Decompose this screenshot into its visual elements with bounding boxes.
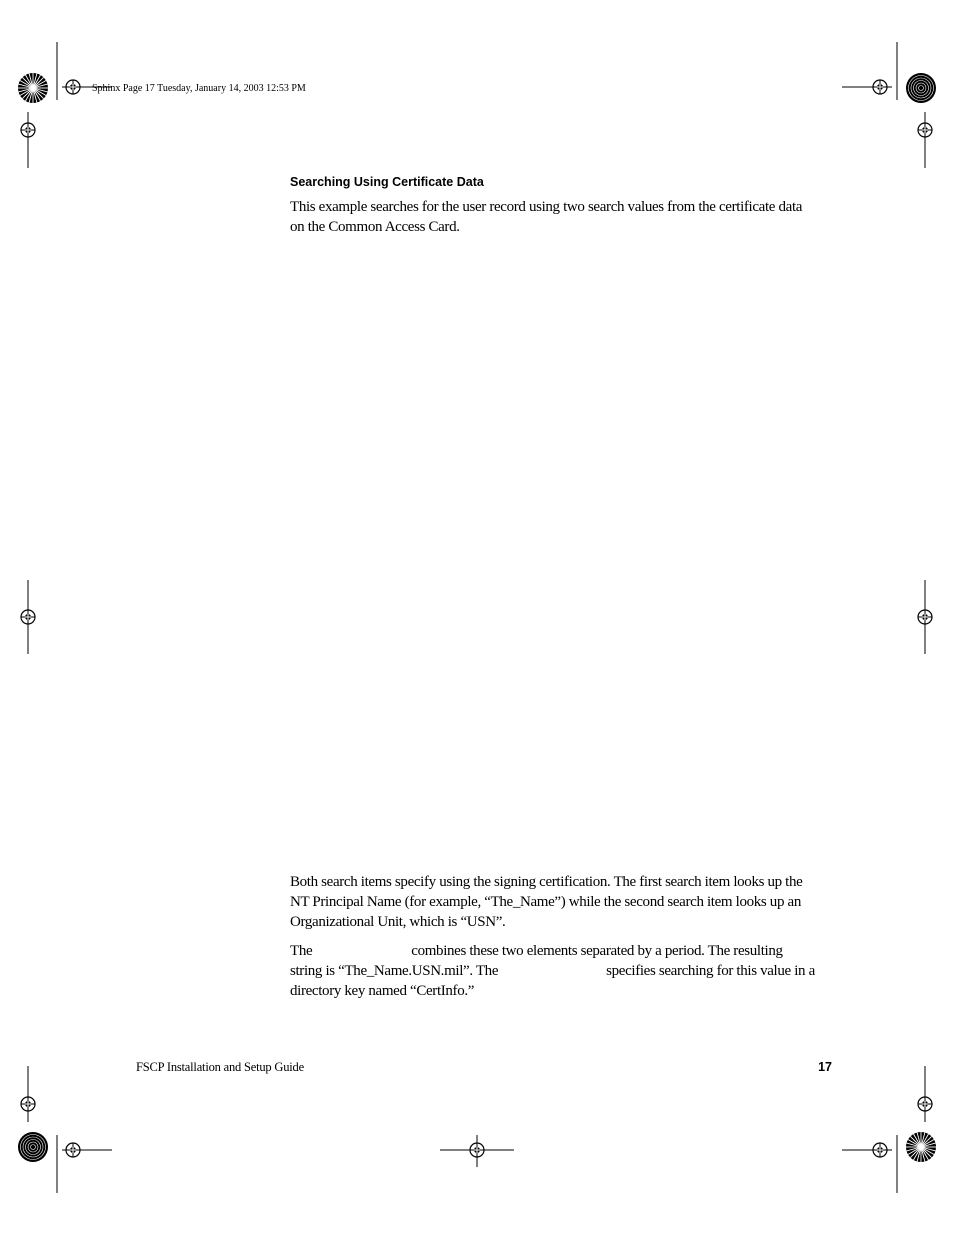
paragraph-text: combines these two elements separated by a period. The resulting bbox=[411, 943, 783, 959]
print-slug-line: Sphinx Page 17 Tuesday, January 14, 2003 12:53 PM bbox=[92, 83, 306, 94]
search-items-paragraph bbox=[290, 872, 830, 932]
paragraph-line: This example searches for the user record using two search values from the certificate data bbox=[290, 199, 803, 215]
registration-mark-icon bbox=[21, 610, 35, 624]
paragraph-line: directory key named “CertInfo.” bbox=[290, 983, 475, 999]
paragraph-text: string is “The_Name.USN.mil”. The bbox=[290, 963, 499, 979]
starburst-target-icon bbox=[18, 73, 48, 103]
paragraph-line: Both search items specify using the signing certification. The first search item looks up the bbox=[290, 874, 803, 890]
registration-mark-icon bbox=[918, 123, 932, 137]
page-number: 17 bbox=[818, 1060, 832, 1074]
section-heading: Searching Using Certificate Data bbox=[290, 175, 484, 189]
intro-paragraph bbox=[290, 197, 830, 237]
starburst-target-icon bbox=[906, 1132, 936, 1162]
footer-guide-title: FSCP Installation and Setup Guide bbox=[136, 1060, 304, 1074]
paragraph-line bbox=[290, 961, 830, 981]
paragraph-line: Organizational Unit, which is “USN”. bbox=[290, 914, 506, 930]
registration-mark-icon bbox=[66, 1143, 80, 1157]
registration-mark-icon bbox=[21, 123, 35, 137]
paragraph-text: specifies searching for this value in a bbox=[606, 963, 815, 979]
paragraph-line: on the Common Access Card. bbox=[290, 219, 460, 235]
result-paragraph bbox=[290, 941, 830, 1001]
paragraph-text: The bbox=[290, 943, 313, 959]
paragraph-line: NT Principal Name (for example, “The_Name”) while the second search item looks up an bbox=[290, 894, 801, 910]
registration-mark-icon bbox=[918, 610, 932, 624]
paragraph-line bbox=[290, 941, 830, 961]
registration-mark-icon bbox=[918, 1097, 932, 1111]
registration-mark-icon bbox=[470, 1143, 484, 1157]
ring-target-icon bbox=[906, 73, 936, 103]
registration-mark-icon bbox=[873, 1143, 887, 1157]
ring-target-icon bbox=[18, 1132, 48, 1162]
registration-mark-icon bbox=[21, 1097, 35, 1111]
registration-mark-icon bbox=[66, 80, 80, 94]
registration-mark-icon bbox=[873, 80, 887, 94]
